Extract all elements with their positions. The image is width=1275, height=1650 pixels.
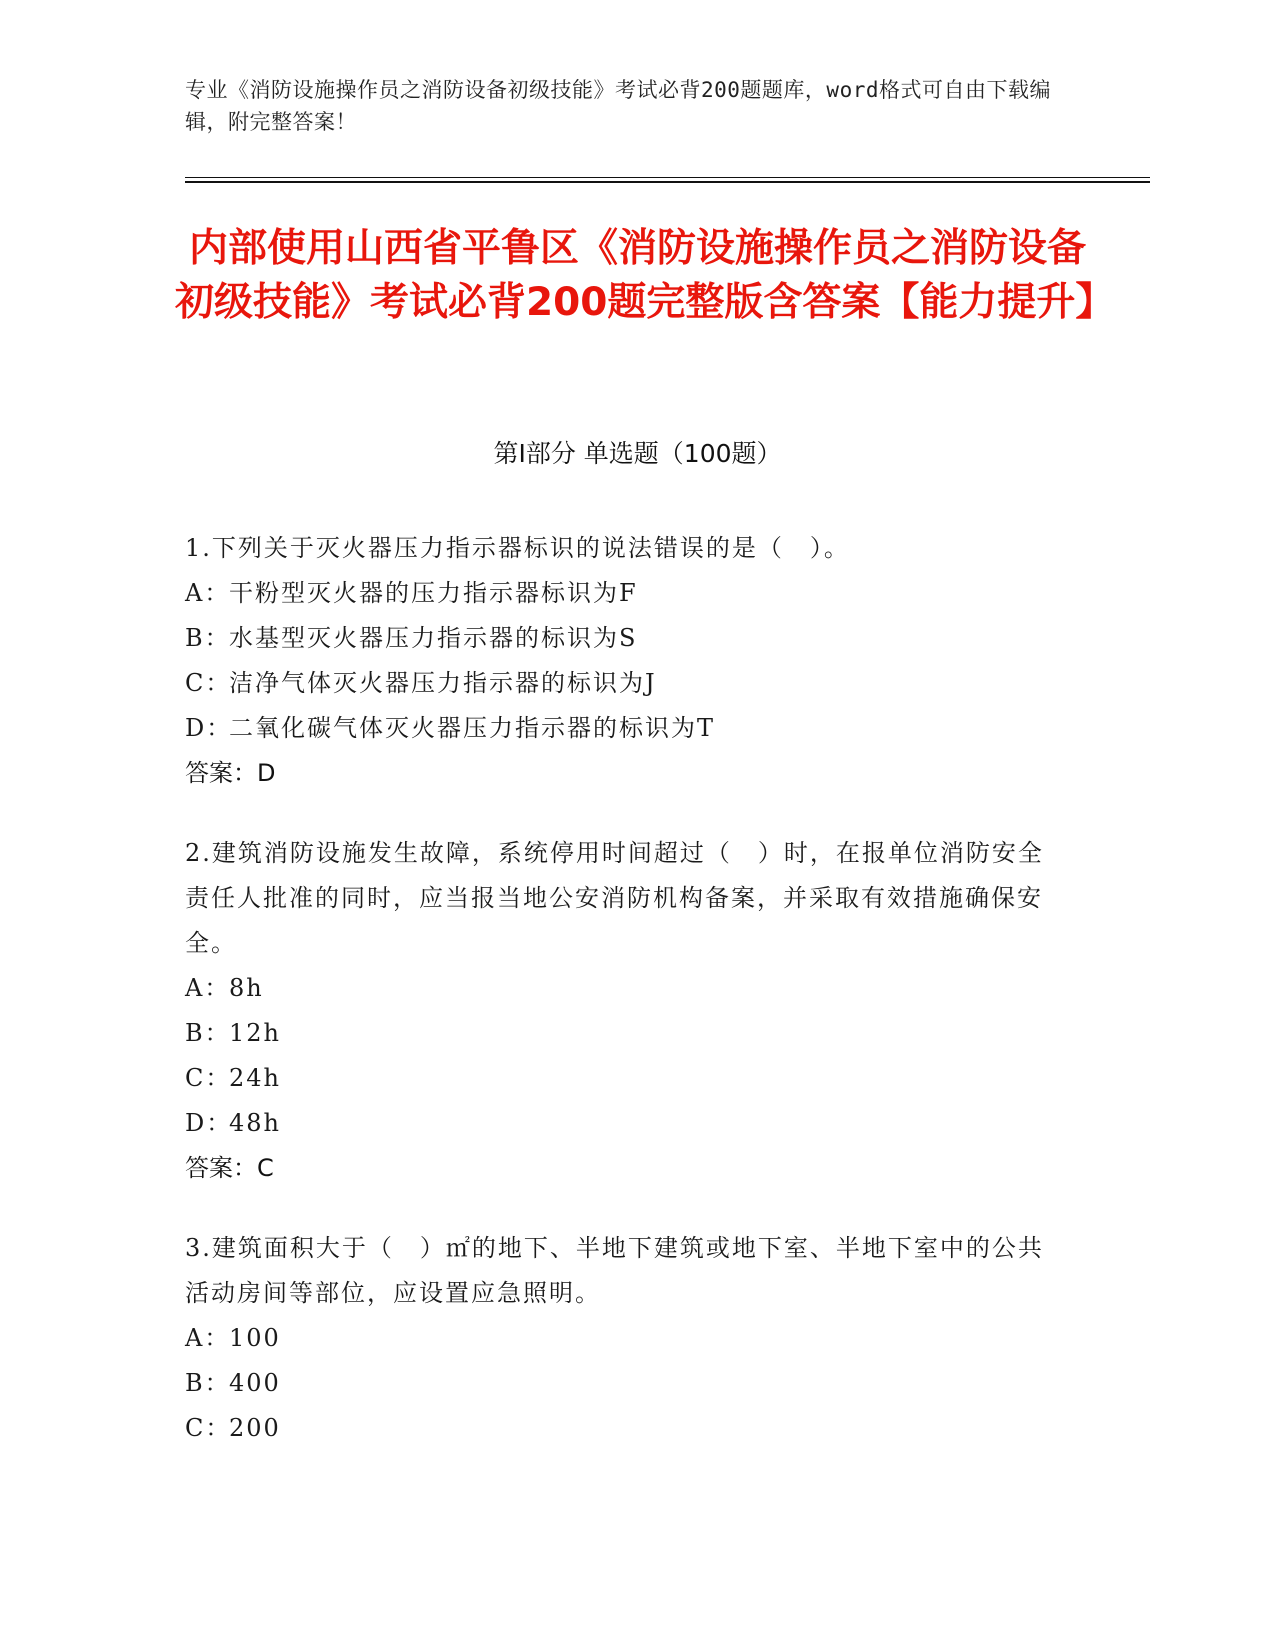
option-text: 8h — [229, 974, 264, 1002]
option-label: B： — [185, 624, 231, 652]
option-label: D： — [185, 714, 233, 742]
option-text: 200 — [229, 1414, 281, 1442]
option-label: C： — [185, 1414, 232, 1442]
section-title: 第Ⅰ部分 单选题（100题） — [493, 439, 782, 468]
option-text: 12h — [229, 1019, 281, 1047]
question-2 — [185, 831, 1065, 1191]
option-d — [185, 1101, 1065, 1146]
option-text: 24h — [229, 1064, 281, 1092]
option-label: C： — [185, 1064, 232, 1092]
option-b — [185, 616, 1065, 661]
question-stem: 3.建筑面积大于（ ）㎡的地下、半地下建筑或地下室、半地下室中的公共活动房间等部位，应设置应急照明。 — [185, 1234, 1044, 1307]
option-d — [185, 706, 1065, 751]
option-text: 400 — [229, 1369, 281, 1397]
option-c — [185, 1406, 1065, 1451]
option-text: 二氧化碳气体灭火器压力指示器的标识为T — [229, 714, 716, 742]
option-label: A： — [185, 1324, 231, 1352]
option-a — [185, 966, 1065, 1011]
option-label: B： — [185, 1369, 231, 1397]
answer: 答案：D — [185, 759, 276, 787]
header-divider-thick — [185, 181, 1150, 183]
option-label: B： — [185, 1019, 231, 1047]
option-label: C： — [185, 669, 232, 697]
option-label: A： — [185, 579, 231, 607]
question-1 — [185, 526, 1065, 796]
question-stem: 2.建筑消防设施发生故障，系统停用时间超过（ ）时，在报单位消防安全责任人批准的同时，应当报当地公安消防机构备案，并采取有效措施确保安全。 — [185, 839, 1044, 957]
option-a — [185, 571, 1065, 616]
option-a — [185, 1316, 1065, 1361]
header-note: 专业《消防设施操作员之消防设备初级技能》考试必背200题题库，word格式可自由下载编辑，附完整答案！ — [185, 78, 1051, 134]
question-list — [185, 526, 1065, 1486]
option-text: 洁净气体灭火器压力指示器的标识为J — [229, 669, 657, 697]
option-text: 48h — [229, 1109, 281, 1137]
option-c — [185, 661, 1065, 706]
question-3 — [185, 1226, 1065, 1451]
option-label: D： — [185, 1109, 233, 1137]
option-text: 干粉型灭火器的压力指示器标识为F — [229, 579, 638, 607]
header-divider-thin — [185, 177, 1150, 178]
document-title: 内部使用山西省平鲁区《消防设施操作员之消防设备初级技能》考试必背200题完整版含答案【能力提升】 — [175, 226, 1115, 325]
option-text: 水基型灭火器压力指示器的标识为S — [229, 624, 638, 652]
option-text: 100 — [229, 1324, 281, 1352]
option-b — [185, 1361, 1065, 1406]
option-b — [185, 1011, 1065, 1056]
answer: 答案：C — [185, 1154, 274, 1182]
option-label: A： — [185, 974, 231, 1002]
question-stem: 1.下列关于灭火器压力指示器标识的说法错误的是（ ）。 — [185, 534, 850, 562]
option-c — [185, 1056, 1065, 1101]
